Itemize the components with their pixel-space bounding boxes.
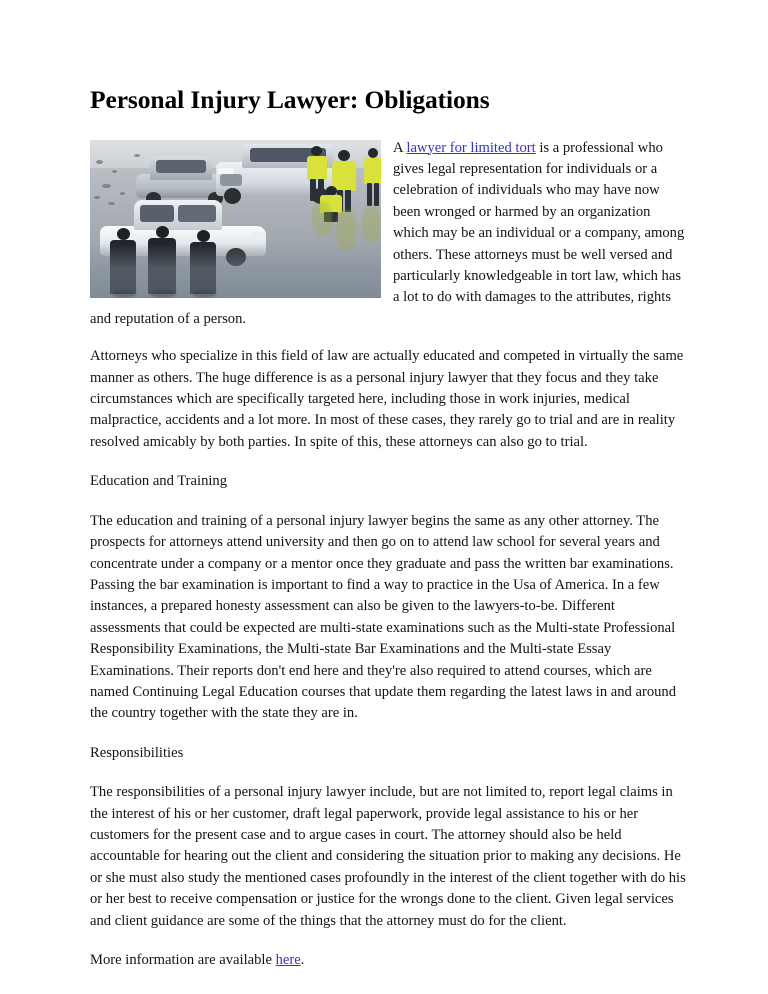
paragraph-education: The education and training of a personal injury lawyer begins the same as any other attorney. The prospects for attorneys attend university and then go on to attend law school for several years and concentrate under a company or a mentor once they graduate and pass the written bar examinations. Passing the bar examination is important to find a way to practice in the Usa of America. In a few instances, a prepared honesty assessment can also be given to the lawyers-to-be. Different assessments that could be expected are multi-state examinations such as the Multi-state Professional Responsibility Examinations, the Multi-state Bar Examinations and the Multi-state Essay Examinations. Their reports don't end here and they're also required to attend courses, which are named Continuing Legal Education courses that update them regarding the latest laws in and around the country together with the state they are in. xyxy=(90,512,677,722)
intro-text-before-link: A xyxy=(393,139,407,156)
reflection xyxy=(312,202,332,236)
reflection xyxy=(362,206,380,242)
reflection xyxy=(336,210,356,250)
debris-piece xyxy=(96,160,103,164)
section-heading-responsibilities: Responsibilities xyxy=(90,744,184,761)
reflection xyxy=(112,290,136,298)
closing-text-before-link: More information are available xyxy=(90,952,276,968)
intro-text-after-link: is a professional who gives legal representation for individuals or a celebration of individuals who may have now been wronged or harmed by an organization which may be an individual or a company, among others. These attorneys must be well versed and particularly knowledgeable in tort law, which has a lot to do with damages to the attributes, rights and reputation of a person. xyxy=(90,139,685,327)
reflection xyxy=(192,290,216,298)
accident-scene-image xyxy=(90,140,381,298)
closing-text-after-link: . xyxy=(300,952,305,968)
more-information-link[interactable]: here xyxy=(275,952,301,968)
debris-piece xyxy=(112,170,117,173)
document-body xyxy=(90,85,688,989)
debris-piece xyxy=(120,192,125,195)
scene-graphic xyxy=(90,140,381,298)
page-title: Personal Injury Lawyer: Obligations xyxy=(90,85,490,114)
paragraph-responsibilities: The responsibilities of a personal injury lawyer include, but are not limited to, report legal claims in the interest of his or her customer, draft legal paperwork, provide legal assistance to his or her customers for the present case and to argue cases in court. The attorney should also be held accountable for hearing out the client and considering the situation prior to making any decisions. He or she must also study the mentioned cases profoundly in the interest of the client together with do his or her best to receive compensation or justice for the wrongs done to the client. Given legal services and client guidance are some of the things that the attorney must do for the client. xyxy=(90,784,686,929)
debris-piece xyxy=(102,184,111,188)
emergency-worker xyxy=(364,148,381,206)
section-heading-education: Education and Training xyxy=(90,473,228,490)
closing-paragraph xyxy=(90,950,688,971)
reflection xyxy=(150,290,176,298)
wet-road-sheen xyxy=(90,244,381,298)
limited-tort-lawyer-link[interactable]: lawyer for limited tort xyxy=(406,139,536,156)
paragraph-overview: Attorneys who specialize in this field of law are actually educated and competed in virtually the same manner as others. The huge difference is as a personal injury lawyer that they focus and they take circumstances which are specifically targeted here, including those in work injuries, medical malpractice, accidents and a lot more. In most of these cases, they rarely go to trial and are in reality resolved amicably by both parties. In spite of this, these attorneys can also go to trial. xyxy=(90,348,684,450)
